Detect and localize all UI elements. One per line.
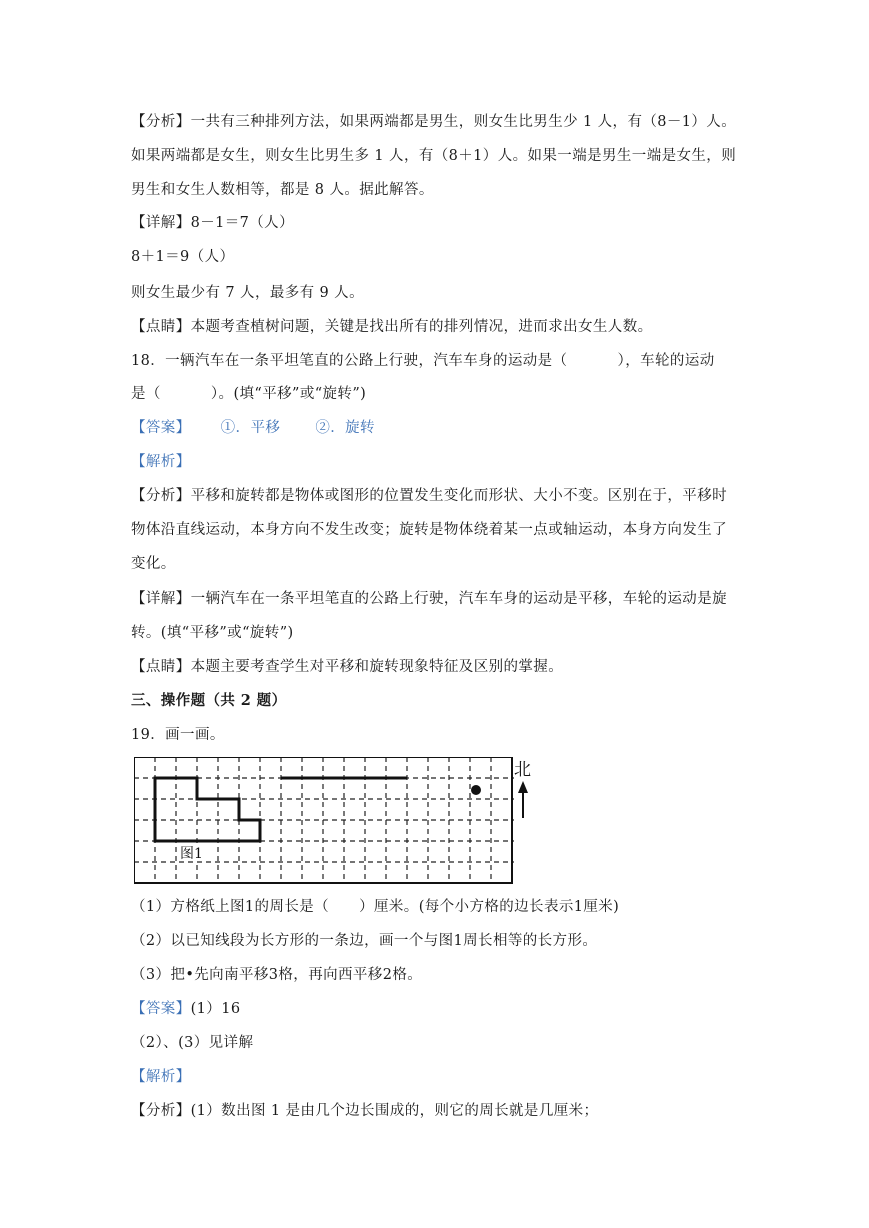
- text-line: 【点睛】本题考查植树问题，关键是找出所有的排列情况，进而求出女生人数。: [131, 319, 653, 335]
- answer-label: 【答案】(1）16: [131, 1001, 241, 1017]
- figure-1-label: 图1: [180, 846, 203, 862]
- north-arrow-icon: [518, 781, 528, 818]
- text-line: 【分析】(1）数出图 1 是由几个边长围成的，则它的周长就是几厘米；: [131, 1103, 599, 1119]
- question-18: 18．一辆汽车在一条平坦笔直的公路上行驶，汽车车身的运动是（ ），车轮的运动: [131, 353, 715, 369]
- text-line: 【分析】一共有三种排列方法，如果两端都是男生，则女生比男生少 1 人，有（8－1）人。: [131, 114, 737, 130]
- grid-figure: [134, 757, 544, 887]
- text-line: 物体沿直线运动，本身方向不发生改变；旋转是物体绕着某一点或轴运动，本身方向发生了: [131, 522, 727, 538]
- text-line: 是（ ）。(填“平移”或“旋转”): [131, 386, 367, 402]
- question-19: 19．画一画。: [131, 727, 225, 743]
- text-line: 8＋1＝9（人）: [131, 249, 235, 265]
- dot-point: [471, 785, 481, 795]
- section-heading: 三、操作题（共 2 题）: [131, 692, 287, 709]
- text-line: 如果两端都是女生，则女生比男生多 1 人，有（8＋1）人。如果一端是男生一端是女生，则: [131, 148, 737, 164]
- text-line: 变化。: [131, 556, 176, 572]
- text-line: 男生和女生人数相等，都是 8 人。据此解答。: [131, 182, 434, 198]
- text-line: 【详解】8－1＝7（人）: [131, 215, 294, 231]
- text-line: （1）方格纸上图1的周长是（ ）厘米。(每个小方格的边长表示1厘米): [131, 899, 620, 915]
- analysis-label: 【解析】: [131, 454, 191, 470]
- text-line: （2）以已知线段为长方形的一条边，画一个与图1周长相等的长方形。: [131, 933, 598, 949]
- text-line: （3）把•先向南平移3格，再向西平移2格。: [131, 967, 423, 983]
- analysis-label: 【解析】: [131, 1069, 191, 1085]
- north-label: 北: [514, 760, 531, 780]
- figure-1-shape: [155, 778, 260, 841]
- text-line: 【点睛】本题主要考查学生对平移和旋转现象特征及区别的掌握。: [131, 659, 564, 675]
- text-line: （2）、(3）见详解: [131, 1035, 254, 1051]
- text-line: 则女生最少有 7 人，最多有 9 人。: [131, 285, 364, 301]
- text-line: 【详解】一辆汽车在一条平坦笔直的公路上行驶，汽车车身的运动是平移，车轮的运动是旋: [131, 591, 727, 607]
- text-line: 转。(填“平移”或“旋转”): [131, 625, 294, 641]
- text-line: 【分析】平移和旋转都是物体或图形的位置发生变化而形状、大小不变。区别在于，平移时: [131, 488, 727, 504]
- answer-label: 【答案】 ①．平移 ②．旋转: [131, 420, 375, 436]
- grid-dashed-lines: [134, 757, 514, 883]
